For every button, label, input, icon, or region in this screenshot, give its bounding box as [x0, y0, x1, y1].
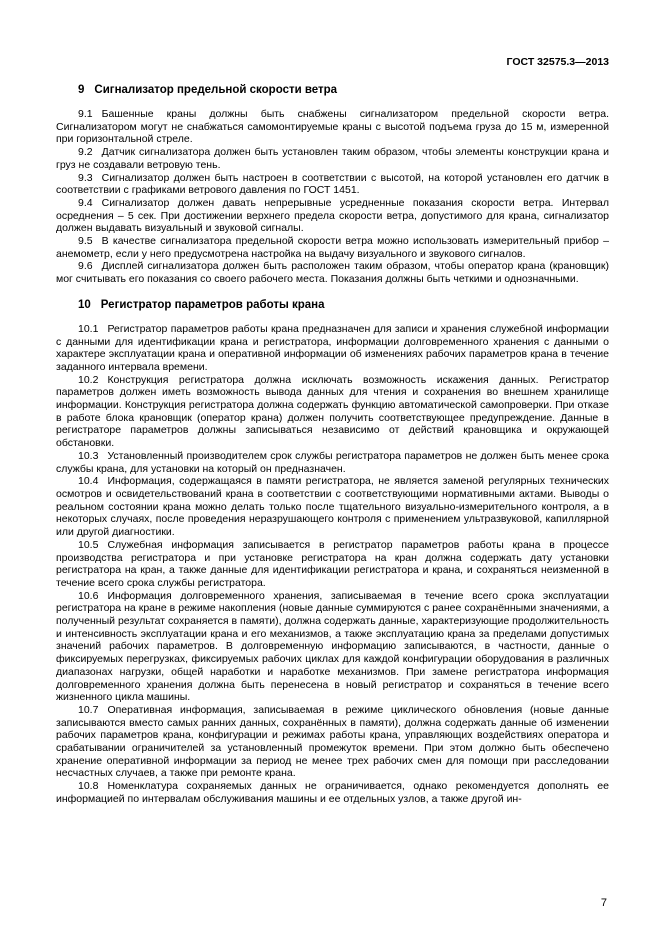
paragraph-number: 9.5	[78, 235, 93, 248]
paragraph-text: Конструкция регистратора должна исключать возможность искажения данных. Регистратор параметров должен иметь возможность вывода данных для чтения и сохранения во внешнем хранилище информации. Конструкция регистратора должна содержать функцию автоматической самопроверки. При отказе в работе блока крановщик (оператор крана) должен получить соответствующее предупреждение. Данные в регистраторе параметров должны записываться независимо от действий крановщика и окружающей обстановки.	[56, 373, 609, 450]
page-number: 7	[600, 897, 607, 909]
paragraph-text: Сигнализатор должен давать непрерывные усредненные показания скорости ветра. Интервал осреднения – 5 сек. При достижении верхнего предела скорости ветра, допустимого для крана, сигнализатор должен выдавать визуальный и звуковой сигналы.	[56, 196, 609, 235]
paragraph-text: Информация, содержащаяся в памяти регистратора, не является заменой регулярных технических осмотров и освидетельствований крана в соответствии с соответствующими нормативными актами. Выводы о реальном состоянии крана можно делать только после тщательного визуально-измерительного контроля, а в некоторых случаях, после проведения неразрушающего контроля с применением ультразвуковой, капиллярной или другой диагностики.	[56, 475, 609, 539]
paragraph-10-5	[56, 539, 609, 590]
paragraph-text: Башенные краны должны быть снабжены сигнализатором предельной скорости ветра. Сигнализатором могут не снабжаться самомонтируемые краны с высотой подъема груза до 15 м, измеренной при горизонтальной стреле.	[56, 108, 609, 146]
paragraph-9-2	[56, 146, 609, 171]
paragraph-number: 9.1	[78, 108, 93, 120]
paragraph-number: 10.4	[78, 475, 99, 488]
paragraph-number: 10.5	[78, 538, 99, 551]
paragraph-text: Служебная информация записывается в регистратор параметров работы крана в процессе производства регистратора и при установке регистратора на кран должна содержать дату установки регистратора на кран, а также данные для идентификации регистратора и крана, и сохраняться неизменной в течение всего срока службы регистратора.	[56, 538, 609, 589]
section-heading-9	[78, 83, 609, 97]
paragraph-9-6	[56, 260, 609, 285]
paragraph-number: 9.6	[78, 260, 93, 273]
paragraph-10-8	[56, 780, 609, 805]
paragraph-9-1	[56, 108, 609, 146]
paragraph-10-2	[56, 374, 609, 450]
paragraph-number: 9.4	[78, 196, 93, 209]
paragraph-text: В качестве сигнализатора предельной скорости ветра можно использовать измерительный прибор – анемометр, если у него предусмотрена настройка на выдачу визуального и звукового сигналов.	[56, 235, 609, 260]
paragraph-text: Установленный производителем срок службы регистратора параметров не должен быть менее срока службы крана, для установки на который он предназначен.	[56, 449, 609, 475]
paragraph-10-1	[56, 323, 609, 374]
paragraph-9-4	[56, 197, 609, 235]
paragraph-number: 9.2	[78, 146, 93, 159]
paragraph-text: Сигнализатор должен быть настроен в соответствии с высотой, на которой установлен его датчик в соответствии с графиками ветрового давления по ГОСТ 1451.	[56, 171, 609, 197]
paragraph-9-5	[56, 235, 609, 260]
paragraph-text: Информация долговременного хранения, записываемая в течение всего срока эксплуатации регистратора на кране в режиме накопления (новые данные суммируются с ранее сохранёнными значениями, а полученный результат сохраняется в памяти), должна содержать данные, характеризующие продолжительность и интенсивность эксплуатации крана и его механизмов, а также эксплуатацию крана за пределами допустимых значений рабочих параметров. В долговременную информацию записываются, в частности, данные о фиксируемых перегрузках, фиксируемых рабочих циклах для каждой конфигурации оборудования в различных диапазонах нагрузки, общей наработки и наработке механизмов. При замене регистратора информация долговременного хранения должна быть перенесена в новый регистратор и сохраняться в течение всего жизненного цикла машины.	[56, 589, 609, 704]
paragraph-text: Датчик сигнализатора должен быть установлен таким образом, чтобы элементы конструкции крана и груз не создавали ветровую тень.	[56, 146, 609, 171]
paragraph-text: Дисплей сигнализатора должен быть расположен таким образом, чтобы оператор крана (крановщик) мог считывать его показания со своего рабочего места. Показания должны быть четкими и однозначными.	[56, 260, 609, 286]
paragraph-text: Регистратор параметров работы крана предназначен для записи и хранения служебной информации с данными для идентификации крана и регистратора, информации долговременного хранения с данными о характере эксплуатации крана и оперативной информации об изменениях рабочих параметров крана в течение заданного интервала времени.	[56, 322, 609, 373]
paragraph-number: 10.7	[78, 703, 99, 716]
section-title: Регистратор параметров работы крана	[100, 298, 325, 311]
paragraph-text: Оперативная информация, записываемая в режиме циклического обновления (новые данные записываются вместо самых ранних данных, сохранённых в памяти), должна содержать данные об изменении рабочих параметров крана, конфигурации и режимах работы крана, управляющих воздействиях оператора и срабатывании ограничителей за установленный промежуток времени. При этом должно быть обеспечено хранение оперативной информации за период не менее трех рабочих смен для помощи при расследовании несчастных случаев, а также при ремонте крана.	[56, 703, 609, 780]
section-number: 10	[78, 298, 91, 311]
paragraph-number: 9.3	[78, 171, 93, 184]
paragraph-number: 10.3	[78, 449, 99, 462]
paragraph-number: 10.6	[78, 589, 99, 602]
paragraph-9-3	[56, 172, 609, 197]
paragraph-number: 10.1	[78, 322, 99, 335]
section-heading-10	[78, 298, 609, 312]
section-title: Сигнализатор предельной скорости ветра	[94, 84, 338, 96]
paragraph-number: 10.2	[78, 373, 99, 386]
paragraph-10-6	[56, 590, 609, 704]
section-number: 9	[78, 84, 85, 96]
paragraph-10-7	[56, 704, 609, 780]
paragraph-10-3	[56, 450, 609, 475]
paragraph-text: Номенклатура сохраняемых данных не ограничивается, однако рекомендуется дополнять ее информацией по интервалам обслуживания машины и ее отдельных узлов, а также другой ин-	[56, 780, 609, 805]
document-number-header: ГОСТ 32575.3—2013	[506, 56, 609, 68]
paragraph-number: 10.8	[78, 780, 99, 793]
paragraph-10-4	[56, 475, 609, 539]
